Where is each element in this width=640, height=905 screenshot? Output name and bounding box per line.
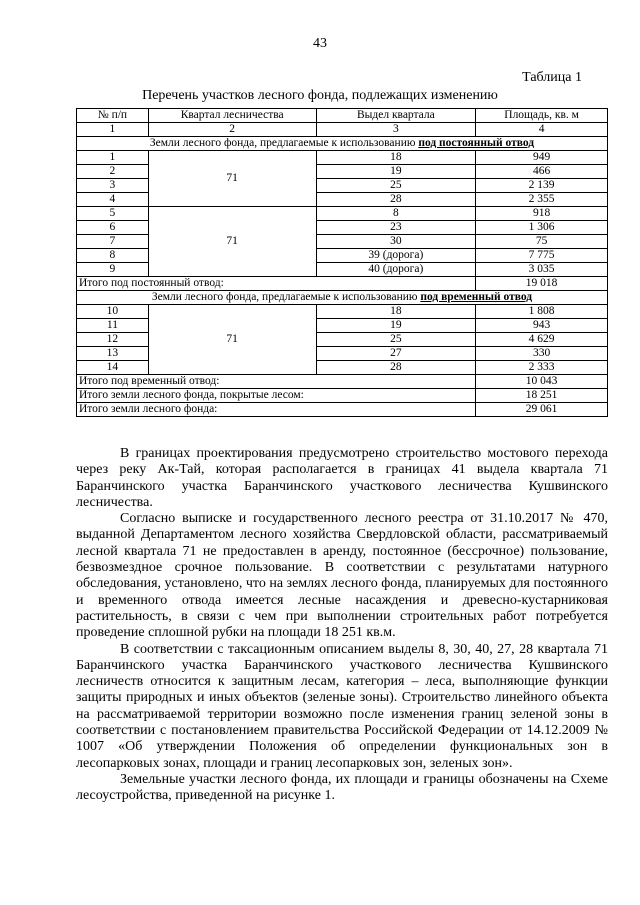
- kvartal-cell: 71: [148, 151, 316, 207]
- vydel-cell: 28: [316, 361, 476, 375]
- kvartal-cell: 71: [148, 207, 316, 277]
- header-cell: Квартал лесничества: [148, 109, 316, 123]
- vydel-cell: 19: [316, 319, 476, 333]
- area-cell: 949: [476, 151, 608, 165]
- section-text: Земли лесного фонда, предлагаемые к использованию: [149, 137, 419, 149]
- total-value: 19 018: [476, 277, 608, 291]
- row-number: 10: [77, 305, 149, 319]
- row-number: 11: [77, 319, 149, 333]
- total-row: [77, 277, 608, 291]
- vydel-cell: 27: [316, 347, 476, 361]
- vydel-cell: 18: [316, 151, 476, 165]
- table-row: [77, 151, 608, 165]
- vydel-cell: 40 (дорога): [316, 263, 476, 277]
- area-cell: 2 333: [476, 361, 608, 375]
- area-cell: 918: [476, 207, 608, 221]
- total-label: Итого под временный отвод:: [77, 375, 476, 389]
- table-row: [77, 207, 608, 221]
- row-number: 12: [77, 333, 149, 347]
- vydel-cell: 18: [316, 305, 476, 319]
- area-cell: 330: [476, 347, 608, 361]
- total-label: Итого земли лесного фонда:: [77, 403, 476, 417]
- section-bold-text: под постоянный отвод: [418, 137, 535, 149]
- area-cell: 4 629: [476, 333, 608, 347]
- body-text: [76, 446, 608, 805]
- total-row: [77, 375, 608, 389]
- row-number: 8: [77, 249, 149, 263]
- table-row: [77, 305, 608, 319]
- vydel-cell: 28: [316, 193, 476, 207]
- area-cell: 1 306: [476, 221, 608, 235]
- total-row: [77, 403, 608, 417]
- total-label: Итого земли лесного фонда, покрытые лесом:: [77, 389, 476, 403]
- column-number-row: [77, 123, 608, 137]
- column-number: 4: [476, 123, 608, 137]
- area-cell: 2 355: [476, 193, 608, 207]
- column-number: 3: [316, 123, 476, 137]
- total-value: 18 251: [476, 389, 608, 403]
- section-heading: [77, 291, 608, 305]
- area-cell: 2 139: [476, 179, 608, 193]
- vydel-cell: 25: [316, 333, 476, 347]
- area-cell: 3 035: [476, 263, 608, 277]
- row-number: 5: [77, 207, 149, 221]
- row-number: 6: [77, 221, 149, 235]
- header-cell: Выдел квартала: [316, 109, 476, 123]
- paragraph: Земельные участки лесного фонда, их площади и границы обозначены на Схеме лесоустройства, приведенной на рисунке 1.: [76, 771, 608, 804]
- vydel-cell: 23: [316, 221, 476, 235]
- paragraph: В границах проектирования предусмотрено строительство мостового перехода через реку Ак-Тай, которая располагается в границах 41 выдела квартала 71 Баранчинского участка Баранчинского участкового лесничества Кушвинского лесничества.: [76, 446, 608, 510]
- paragraph: В соответствии с таксационным описанием выделы 8, 30, 40, 27, 28 квартала 71 Баранчинского участка Баранчинского участкового лесничества Кушвинского лесничеств относится к защитным лесам, категория – леса, выполняющие функции защиты природных и иных объектов (зеленые зоны). Строительство линейного объекта на рассматриваемой территории возможно после изменения границ зеленой зоны в соответствии с постановлением правительства Российской Федерации от 14.12.2009 № 1007 «Об утверждении Положения об определении функциональных зон в лесопарковых зонах, площади и границ лесопарковых зон, зеленых зон».: [76, 641, 608, 771]
- forest-plots-table: [76, 108, 608, 417]
- column-number: 1: [77, 123, 149, 137]
- row-number: 2: [77, 165, 149, 179]
- row-number: 3: [77, 179, 149, 193]
- paragraph: Согласно выписке и государственного лесного реестра от 31.10.2017 № 470, выданной Департаментом лесного хозяйства Свердловской области, рассматриваемый лесной квартала 71 не предоставлен в аренду, постоянное (бессрочное) пользование, безвозмездное срочное пользование. В соответствии с результатами натурного обследования, установлено, что на землях лесного фонда, планируемых для постоянного и временного отвода имеется лесные насаждения и древесно-кустарниковая растительность, в связи с чем при выполнении строительных работ потребуется проведение сплошной рубки на площади 18 251 кв.м.: [76, 511, 608, 641]
- area-cell: 75: [476, 235, 608, 249]
- area-cell: 466: [476, 165, 608, 179]
- row-number: 1: [77, 151, 149, 165]
- header-cell: Площадь, кв. м: [476, 109, 608, 123]
- section-row-permanent: [77, 137, 608, 151]
- total-value: 29 061: [476, 403, 608, 417]
- section-heading: [77, 137, 608, 151]
- vydel-cell: 19: [316, 165, 476, 179]
- area-cell: 1 808: [476, 305, 608, 319]
- total-label: Итого под постоянный отвод:: [77, 277, 476, 291]
- kvartal-cell: 71: [148, 305, 316, 375]
- area-cell: 943: [476, 319, 608, 333]
- area-cell: 7 775: [476, 249, 608, 263]
- total-row: [77, 389, 608, 403]
- row-number: 13: [77, 347, 149, 361]
- section-row-temporary: [77, 291, 608, 305]
- page-number: 43: [313, 36, 327, 51]
- total-value: 10 043: [476, 375, 608, 389]
- vydel-cell: 39 (дорога): [316, 249, 476, 263]
- table-label: Таблица 1: [522, 70, 582, 85]
- row-number: 4: [77, 193, 149, 207]
- table-header-row: [77, 109, 608, 123]
- row-number: 7: [77, 235, 149, 249]
- table-title: Перечень участков лесного фонда, подлежащих изменению: [142, 88, 498, 103]
- column-number: 2: [148, 123, 316, 137]
- vydel-cell: 25: [316, 179, 476, 193]
- section-bold-text: под временный отвод: [420, 291, 533, 303]
- vydel-cell: 8: [316, 207, 476, 221]
- header-cell: № п/п: [77, 109, 149, 123]
- section-text: Земли лесного фонда, предлагаемые к использованию: [151, 291, 421, 303]
- row-number: 9: [77, 263, 149, 277]
- row-number: 14: [77, 361, 149, 375]
- vydel-cell: 30: [316, 235, 476, 249]
